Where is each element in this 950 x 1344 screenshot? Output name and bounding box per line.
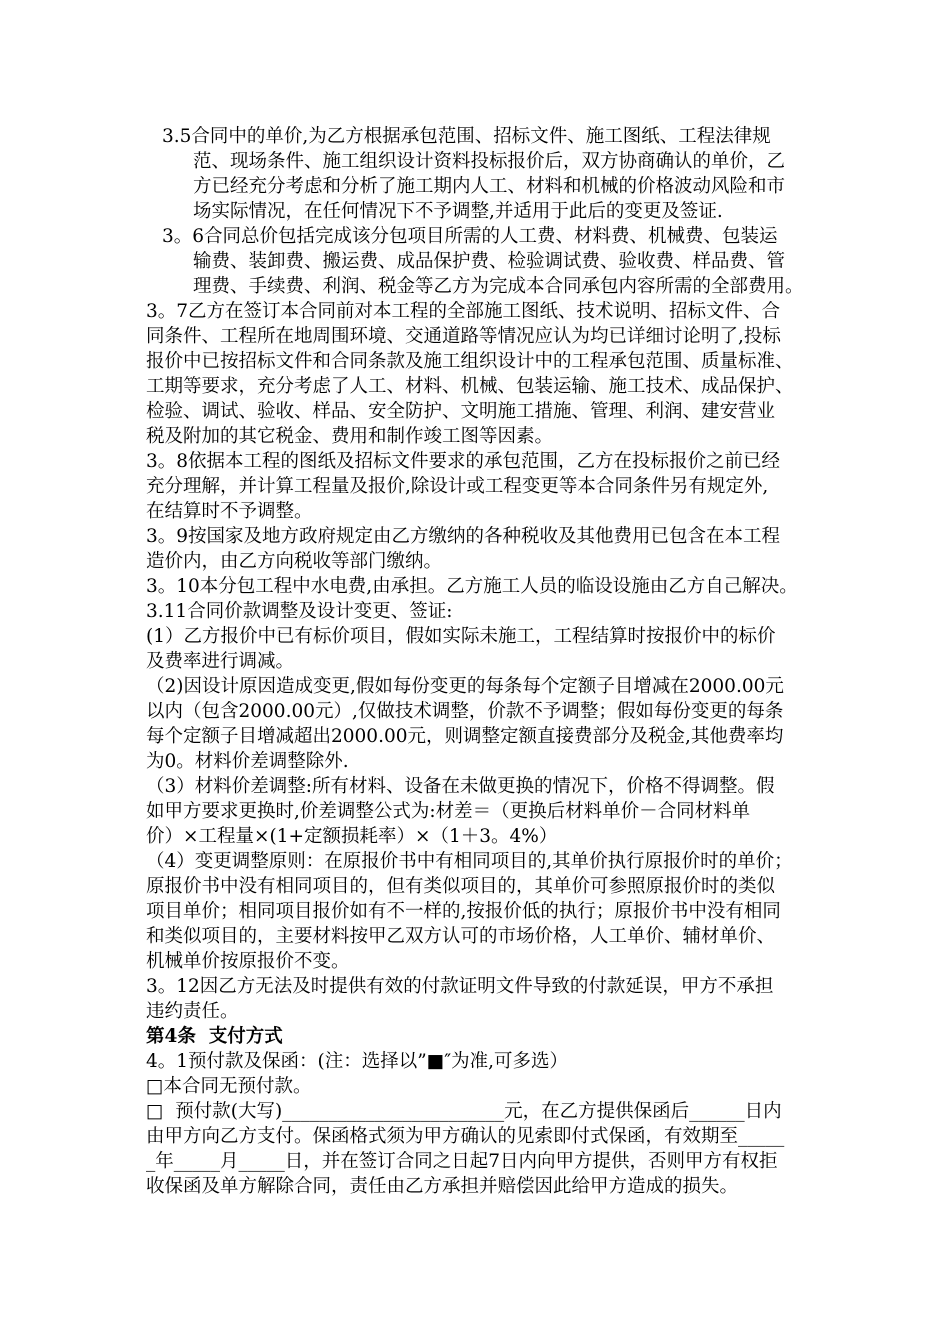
text-line: 为0。材料价差调整除外. bbox=[146, 751, 349, 772]
text-line: 原报价书中没有相同项目的，但有类似项目的，其单价可参照原报价时的类似 bbox=[146, 876, 776, 897]
checkbox-option: □本合同无预付款。 bbox=[146, 1076, 312, 1097]
text-line: 理费、手续费、利润、税金等乙方为完成本合同承包内容所需的全部费用。 bbox=[193, 276, 804, 297]
text-line: 方已经充分考虑和分析了施工期内人工、材料和机械的价格波动风险和市 bbox=[193, 176, 786, 197]
text-line: _年_____月_____日，并在签订合同之日起7日内向甲方提供，否则甲方有权拒 bbox=[146, 1151, 778, 1172]
text-line: 和类似项目的，主要材料按甲乙双方认可的市场价格，人工单价、辅材单价、 bbox=[146, 926, 776, 947]
text-line: 在结算时不予调整。 bbox=[146, 501, 313, 522]
text-line: 价）×工程量×(1+定额损耗率）×（1＋3。4%） bbox=[146, 826, 558, 847]
text-line: 造价内，由乙方向税收等部门缴纳。 bbox=[146, 551, 443, 572]
text-line: 机械单价按原报价不变。 bbox=[146, 951, 350, 972]
text-line: 3.5合同中的单价,为乙方根据承包范围、招标文件、施工图纸、工程法律规 bbox=[162, 126, 771, 147]
text-line: (1）乙方报价中已有标价项目，假如实际未施工，工程结算时按报价中的标价 bbox=[146, 626, 776, 647]
text-line: 以内（包含2000.00元）,仅做技术调整，价款不予调整；假如每份变更的每条 bbox=[146, 701, 784, 722]
text-line: 收保函及单方解除合同，责任由乙方承担并赔偿因此给甲方造成的损失。 bbox=[146, 1176, 739, 1197]
text-line: 场实际情况，在任何情况下不予调整,并适用于此后的变更及签证. bbox=[193, 201, 723, 222]
text-line: 3。12因乙方无法及时提供有效的付款证明文件导致的付款延误，甲方不承担 bbox=[146, 976, 774, 997]
text-line: 报价中已按招标文件和合同条款及施工组织设计中的工程承包范围、质量标准、 bbox=[146, 351, 794, 372]
text-line: 3。7乙方在签订本合同前对本工程的全部施工图纸、技术说明、招标文件、合 bbox=[146, 301, 781, 322]
text-line: 如甲方要求更换时,价差调整公式为:材差＝（更换后材料单价－合同材料单 bbox=[146, 801, 751, 822]
text-line: 由甲方向乙方支付。保函格式须为甲方确认的见索即付式保函，有效期至_____ bbox=[146, 1126, 785, 1147]
text-line: 输费、装卸费、搬运费、成品保护费、检验调试费、验收费、样品费、管 bbox=[193, 251, 786, 272]
text-line: （3）材料价差调整:所有材料、设备在未做更换的情况下，价格不得调整。假 bbox=[146, 776, 775, 797]
text-line: 检验、调试、验收、样品、安全防护、文明施工措施、管理、利润、建安营业 bbox=[146, 401, 776, 422]
text-line: 3。9按国家及地方政府规定由乙方缴纳的各种税收及其他费用已包含在本工程 bbox=[146, 526, 781, 547]
section-heading: 第4条 支付方式 bbox=[146, 1026, 283, 1047]
text-line: 3。10本分包工程中水电费,由承担。乙方施工人员的临设设施由乙方自己解决。 bbox=[146, 576, 798, 597]
text-line: （2)因设计原因造成变更,假如每份变更的每条每个定额子目增减在2000.00元 bbox=[146, 676, 784, 697]
text-line: 范、现场条件、施工组织设计资料投标报价后，双方协商确认的单价，乙 bbox=[193, 151, 786, 172]
text-line: 4。1预付款及保函：(注：选择以”■″为准,可多选） bbox=[146, 1051, 568, 1072]
text-line: （4）变更调整原则：在原报价书中有相同项目的,其单价执行原报价时的单价； bbox=[146, 851, 793, 872]
text-line: 充分理解，并计算工程量及报价,除设计或工程变更等本合同条件另有规定外, bbox=[146, 476, 769, 497]
text-line: 3.11合同价款调整及设计变更、签证: bbox=[146, 601, 453, 622]
text-line: 同条件、工程所在地周围环境、交通道路等情况应认为均已详细讨论明了,投标 bbox=[146, 326, 781, 347]
text-line: 及费率进行调减。 bbox=[146, 651, 295, 672]
text-line: 税及附加的其它税金、费用和制作竣工图等因素。 bbox=[146, 426, 554, 447]
text-line: 每个定额子目增减超出2000.00元，则调整定额直接费部分及税金,其他费率均 bbox=[146, 726, 784, 747]
checkbox-option: □ 预付款(大写)________________________元，在乙方提供保函后______日内 bbox=[146, 1101, 782, 1122]
text-line: 3。6合同总价包括完成该分包项目所需的人工费、材料费、机械费、包装运 bbox=[162, 226, 778, 247]
text-line: 违约责任。 bbox=[146, 1001, 239, 1022]
text-line: 项目单价；相同项目报价如有不一样的,按报价低的执行；原报价书中没有相同 bbox=[146, 901, 781, 922]
text-line: 3。8依据本工程的图纸及招标文件要求的承包范围，乙方在投标报价之前已经 bbox=[146, 451, 781, 472]
text-line: 工期等要求，充分考虑了人工、材料、机械、包装运输、施工技术、成品保护、 bbox=[146, 376, 794, 397]
